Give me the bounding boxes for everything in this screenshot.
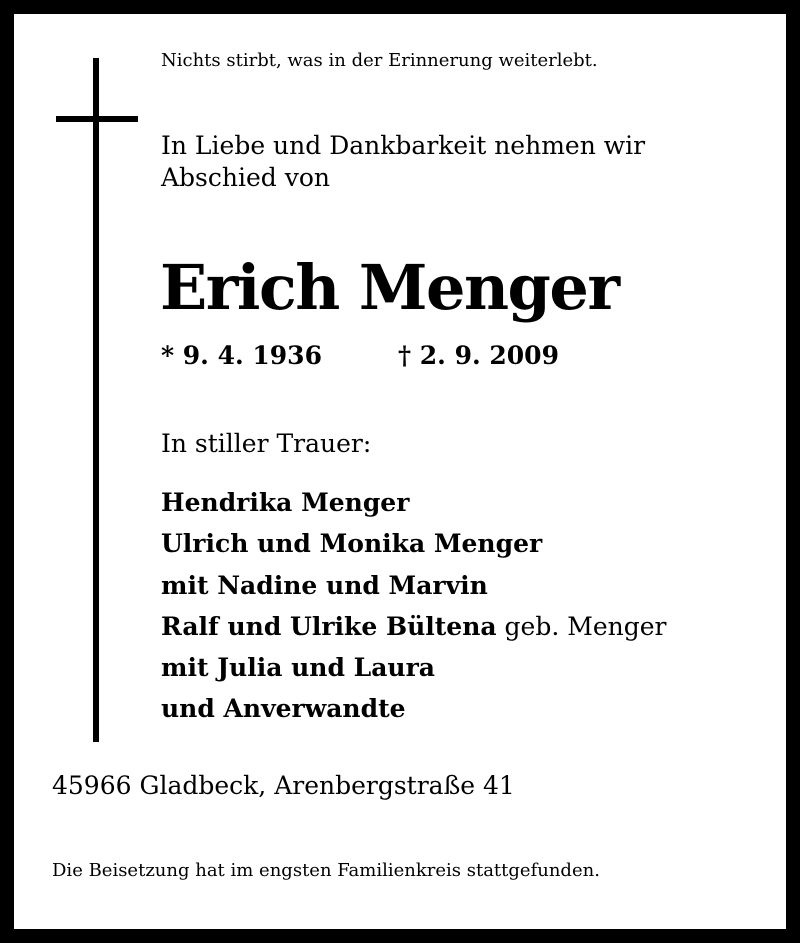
address-text: 45966 Gladbeck, Arenbergstraße 41 <box>52 771 515 800</box>
birth-date: * 9. 4. 1936 <box>161 341 322 370</box>
mourner-name: mit Nadine und Marvin <box>161 570 488 600</box>
cross-icon-horizontal-bar <box>56 116 138 122</box>
farewell-text <box>161 130 645 194</box>
mourner-item <box>161 606 666 647</box>
mourner-name: Ralf und Ulrike Bültena <box>161 611 497 641</box>
mourner-item <box>161 523 666 564</box>
mourner-name: und Anverwandte <box>161 694 406 724</box>
mourner-maiden-name: geb. Menger <box>496 611 667 641</box>
motto-text: Nichts stirbt, was in der Erinnerung weiterlebt. <box>161 50 598 71</box>
mourner-name: Hendrika Menger <box>161 488 410 517</box>
mourner-name: Ulrich und Monika Menger <box>161 529 543 559</box>
mourner-item <box>161 647 666 688</box>
burial-notice: Die Beisetzung hat im engsten Familienkreis stattgefunden. <box>52 860 600 881</box>
mourning-label: In stiller Trauer: <box>161 429 372 458</box>
mourners-list <box>161 482 666 730</box>
mourner-item <box>161 565 666 606</box>
mourner-item <box>161 482 666 523</box>
farewell-line-2: Abschied von <box>161 163 331 192</box>
cross-icon-vertical-bar <box>93 58 99 742</box>
mourner-item <box>161 688 666 729</box>
deceased-name: Erich Menger <box>160 251 619 324</box>
mourner-name: mit Julia und Laura <box>161 653 435 683</box>
farewell-line-1: In Liebe und Dankbarkeit nehmen wir <box>161 131 646 160</box>
death-date: † 2. 9. 2009 <box>398 341 559 370</box>
